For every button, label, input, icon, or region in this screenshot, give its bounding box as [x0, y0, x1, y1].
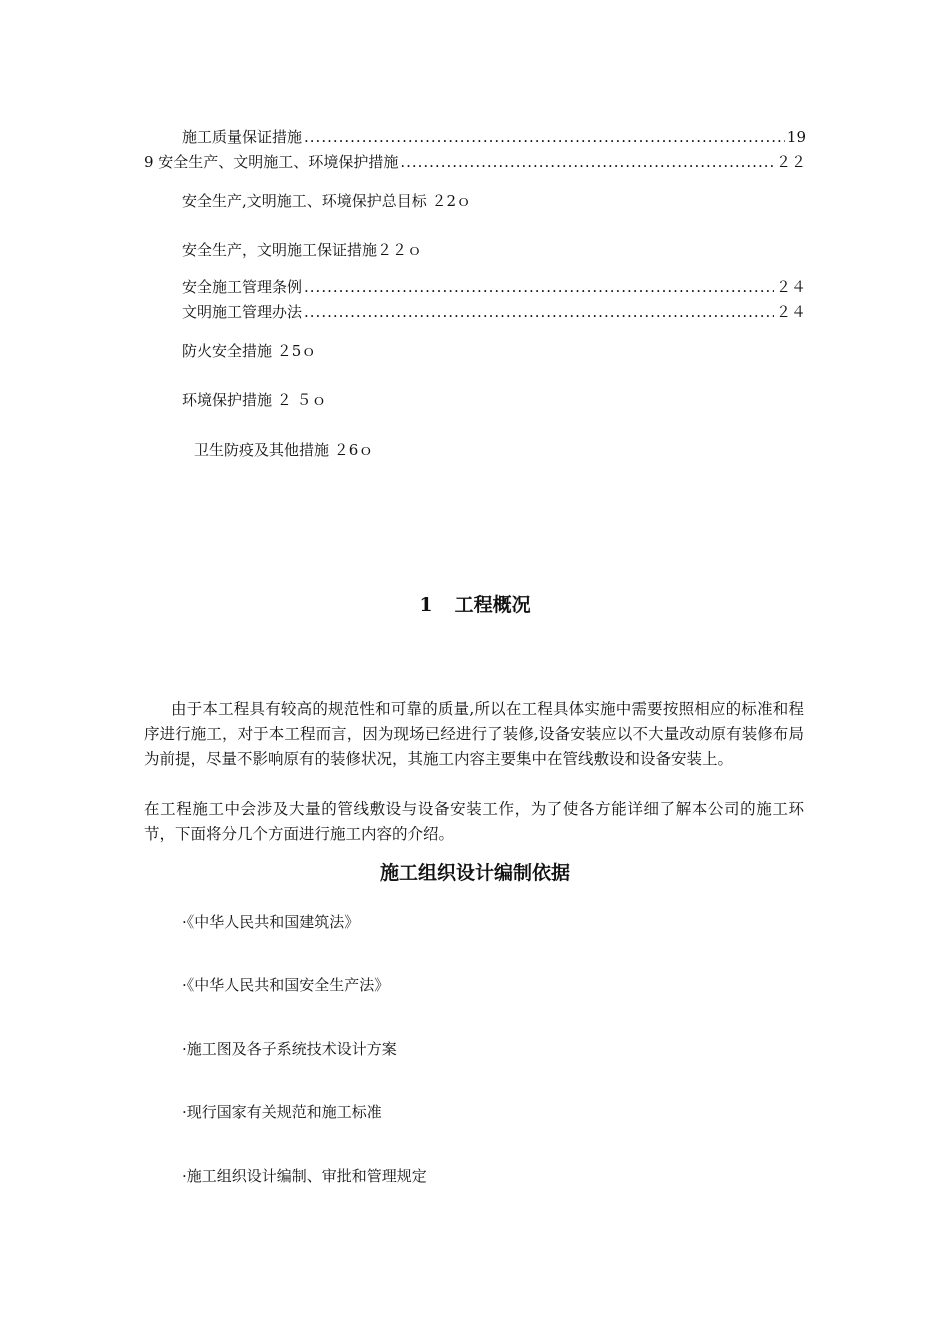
toc-leader-dots: [400, 152, 774, 172]
basis-item-management-rules: ·施工组织设计编制、审批和管理规定: [182, 1167, 427, 1185]
toc-page-number: ２４: [775, 278, 806, 296]
toc-entry-regulations[interactable]: [182, 277, 806, 297]
toc-entry-environment[interactable]: 环境保护措施 ２ ５ｏ: [182, 391, 327, 409]
toc-page-number: 19: [786, 128, 806, 146]
toc-entry-safety[interactable]: [144, 152, 806, 172]
toc-label: 施工质量保证措施: [182, 128, 303, 146]
section-number: 1: [419, 594, 433, 616]
toc-page-number: ２２: [775, 153, 806, 171]
toc-leader-dots: [304, 127, 785, 147]
basis-item-drawings: ·施工图及各子系统技术设计方案: [182, 1040, 397, 1058]
toc-entry-fire[interactable]: 防火安全措施 ２5ｏ: [182, 342, 317, 360]
toc-entry-goal[interactable]: 安全生产,文明施工、环境保护总目标 ２2ｏ: [182, 192, 472, 210]
toc-label: 安全施工管理条例: [182, 278, 303, 296]
toc-page-number: ２４: [775, 303, 806, 321]
toc-entry-civil[interactable]: [182, 302, 806, 322]
toc-entry-quality[interactable]: [182, 127, 806, 147]
section-heading: [0, 590, 950, 617]
toc-leader-dots: [304, 277, 774, 297]
basis-item-safety-law: ·《中华人民共和国安全生产法》: [182, 976, 390, 994]
basis-item-construction-law: ·《中华人民共和国建筑法》: [182, 913, 360, 931]
intro-paragraph: 由于本工程具有较高的规范性和可靠的质量,所以在工程具体实施中需要按照相应的标准和程序进行施工，对于本工程而言，因为现场已经进行了装修,设备安装应以不大量改动原有装修布局为前提，尽量不影响原有的装修状况，其施工内容主要集中在管线敷设和设备安装上。: [144, 700, 804, 768]
section-title: 工程概况: [454, 594, 531, 616]
toc-label: 文明施工管理办法: [182, 303, 303, 321]
toc-label: 9 安全生产、文明施工、环境保护措施: [144, 153, 399, 171]
toc-entry-sanitation[interactable]: 卫生防疫及其他措施 ２6ｏ: [194, 441, 374, 459]
scope-paragraph: 在工程施工中会涉及大量的管线敷设与设备安装工作，为了使各方能详细了解本公司的施工环节，下面将分几个方面进行施工内容的介绍。: [144, 800, 804, 843]
basis-heading: 施工组织设计编制依据: [379, 862, 570, 884]
toc-leader-dots: [304, 302, 774, 322]
basis-item-standards: ·现行国家有关规范和施工标准: [182, 1103, 382, 1121]
toc-entry-assurance[interactable]: 安全生产，文明施工保证措施２２ｏ: [182, 241, 423, 259]
